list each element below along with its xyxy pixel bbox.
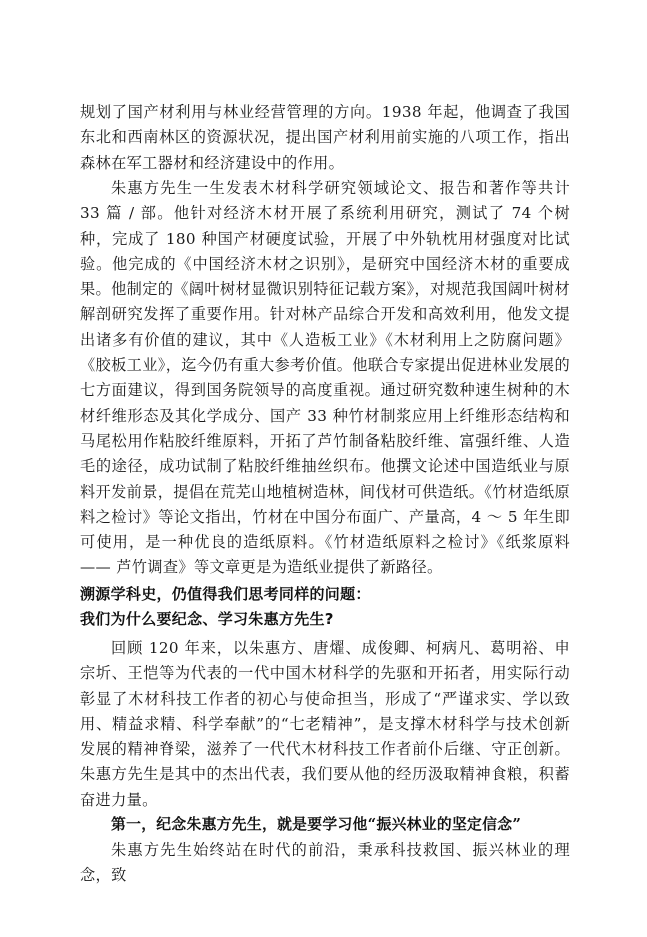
- subsection-heading-first: 第一，纪念朱惠方先生，就是要学习他“振兴林业的坚定信念”: [111, 816, 522, 833]
- paragraph-first-point: 朱惠方先生始终站在时代的前沿，秉承科技救国、振兴林业的理念，致: [80, 841, 570, 885]
- section-heading-line-2: 我们为什么要纪念、学习朱惠方先生?: [80, 610, 334, 628]
- section-heading-line-1: 溯源学科史，仍值得我们思考同样的问题：: [80, 585, 371, 603]
- paragraph-retrospective: 回顾 120 年来，以朱惠方、唐燿、成俊卿、柯病凡、葛明裕、申宗圻、王恺等为代表的一代中国木材科学的先驱和开拓者，用实际行动彰显了木材科技工作者的初心与使命担当，形成了“严谨求实、学以致用、精益求精、科学奉献”的“七老精神”，是支撑木材科学与技术创新发展的精神脊梁，滋养了一代代木材科技工作者前仆后继、守正创新。朱惠方先生是其中的杰出代表，我们要从他的经历汲取精神食粮，积蓄奋进力量。: [80, 639, 570, 809]
- paragraph-research-achievements: 朱惠方先生一生发表木材科学研究领域论文、报告和著作等共计 33 篇 / 部。他针对经济木材开展了系统利用研究，测试了 74 个树种，完成了 180 种国产材硬度试验，开展了中外轨枕用材强度对比试验。他完成的《中国经济木材之识别》，是研究中国经济木材的重要成果。他制定的《阔叶树材显微识别特征记载方案》，对规范我国阔叶树材解剖研究发挥了重要作用。针对林产品综合开发和高效利用，他发文提出诸多有价值的建议，其中《人造板工业》《木材利用上之防腐问题》《胶板工业》，迄今仍有重大参考价值。他联合专家提出促进林业发展的七方面建议，得到国务院领导的高度重视。通过研究数种速生树种的木材纤维形态及其化学成分、国产 33 种竹材制浆应用上纤维形态结构和马尾松用作粘胶纤维原料，开拓了芦竹制备粘胶纤维、富强纤维、人造毛的途径，成功试制了粘胶纤维抽丝织布。他撰文论述中国造纸业与原料开发前景，提倡在荒芜山地植树造林，间伐材可供造纸。《竹材造纸原料之检讨》等论文指出，竹材在中国分布面广、产量高，4 ～ 5 年生即可使用，是一种优良的造纸原料。《竹材造纸原料之检讨》《纸浆原料 —— 芦竹调查》等文章更是为造纸业提供了新路径。: [80, 179, 570, 577]
- paragraph-intro-continued: 规划了国产材利用与林业经营管理的方向。1938 年起，他调查了我国东北和西南林区的资源状况，提出国产材利用前实施的八项工作，指出森林在军工器材和经济建设中的作用。: [80, 103, 570, 172]
